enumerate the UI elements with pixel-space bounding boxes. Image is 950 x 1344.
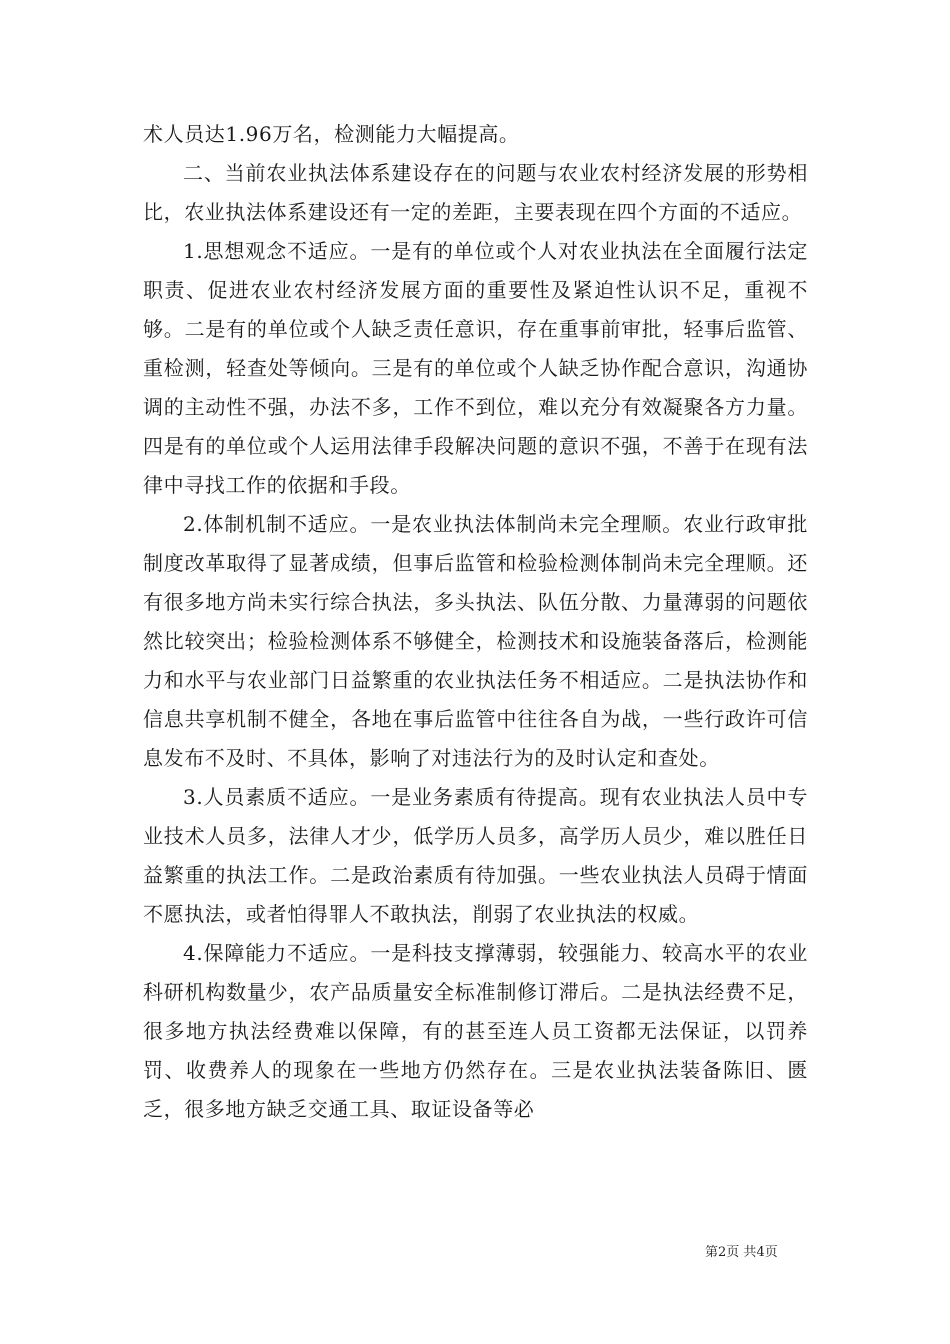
paragraph-2: 二、当前农业执法体系建设存在的问题与农业农村经济发展的形势相比，农业执法体系建设还有一定的差距，主要表现在四个方面的不适应。 bbox=[143, 161, 808, 224]
footer-suffix: 页 bbox=[764, 1245, 778, 1260]
paragraph-6: 4.保障能力不适应。一是科技支撑薄弱，较强能力、较高水平的农业科研机构数量少，农产品质量安全标准制修订滞后。二是执法经费不足，很多地方执法经费难以保障，有的甚至连人员工资都无法保证，以罚养罚、收费养人的现象在一些地方仍然存在。三是农业执法装备陈旧、匮乏，很多地方缺乏交通工具、取证设备等必 bbox=[143, 941, 808, 1121]
paragraph-3: 1.思想观念不适应。一是有的单位或个人对农业执法在全面履行法定职责、促进农业农村经济发展方面的重要性及紧迫性认识不足，重视不够。二是有的单位或个人缺乏责任意识，存在重事前审批，轻事后监管、重检测，轻查处等倾向。三是有的单位或个人缺乏协作配合意识，沟通协调的主动性不强，办法不多，工作不到位，难以充分有效凝聚各方力量。四是有的单位或个人运用法律手段解决问题的意识不强，不善于在现有法律中寻找工作的依据和手段。 bbox=[143, 239, 808, 497]
page-number-footer bbox=[705, 1245, 778, 1261]
document-body bbox=[143, 115, 808, 1129]
footer-prefix: 第 bbox=[705, 1245, 719, 1260]
paragraph-1: 术人员达1.96万名，检测能力大幅提高。 bbox=[143, 122, 520, 146]
footer-total-pages: 4 bbox=[756, 1245, 765, 1260]
paragraph-5: 3.人员素质不适应。一是业务素质有待提高。现有农业执法人员中专业技术人员多，法律人才少，低学历人员多，高学历人员少，难以胜任日益繁重的执法工作。二是政治素质有待加强。一些农业执法人员碍于情面不愿执法，或者怕得罪人不敢执法，削弱了农业执法的权威。 bbox=[143, 785, 808, 926]
footer-middle: 页 共 bbox=[726, 1245, 757, 1260]
paragraph-4: 2.体制机制不适应。一是农业执法体制尚未完全理顺。农业行政审批制度改革取得了显著成绩，但事后监管和检验检测体制尚未完全理顺。还有很多地方尚未实行综合执法，多头执法、队伍分散、力量薄弱的问题依然比较突出；检验检测体系不够健全，检测技术和设施装备落后，检测能力和水平与农业部门日益繁重的农业执法任务不相适应。二是执法协作和信息共享机制不健全，各地在事后监管中往往各自为战，一些行政许可信息发布不及时、不具体，影响了对违法行为的及时认定和查处。 bbox=[143, 512, 808, 770]
footer-current-page: 2 bbox=[718, 1245, 727, 1260]
